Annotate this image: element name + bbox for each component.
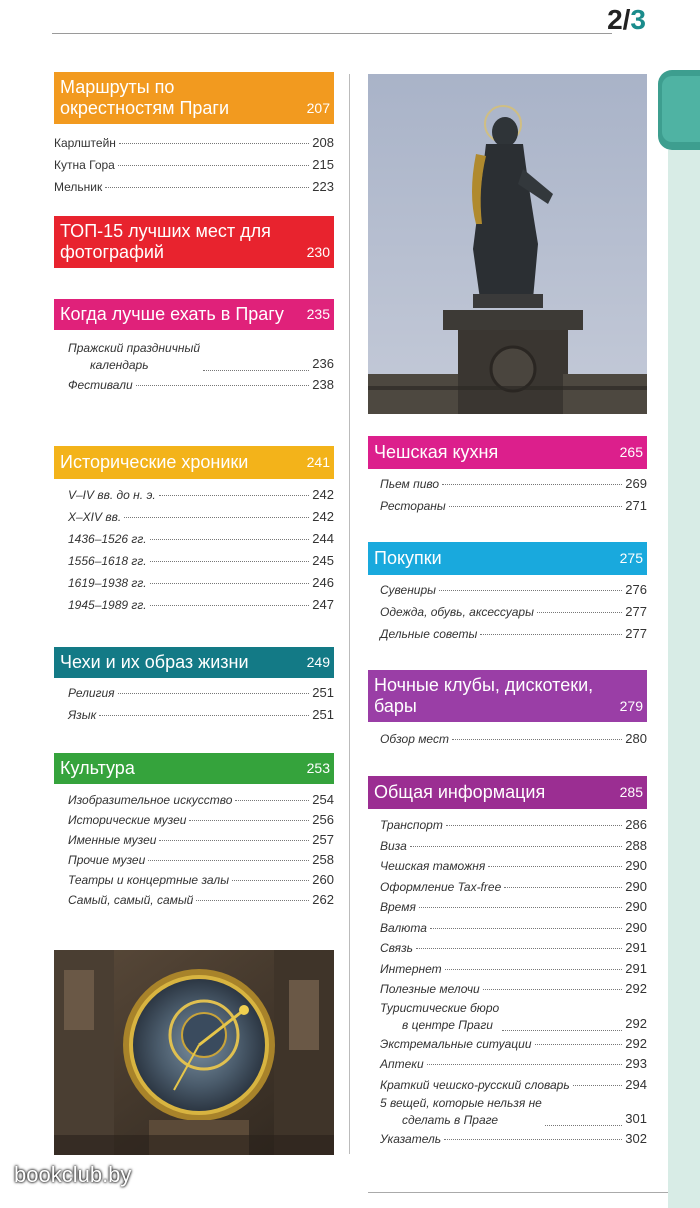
entry-communication[interactable]: Связь 291	[380, 940, 647, 955]
section-header[interactable]: Чешская кухня 265	[368, 436, 647, 469]
entries	[368, 728, 647, 750]
entry-customs[interactable]: Чешская таможня 290	[380, 858, 647, 873]
astronomical-clock-photo	[54, 950, 334, 1155]
entry-history-6[interactable]: 1945–1989 гг. 247	[68, 597, 334, 612]
section-cuisine[interactable]	[368, 436, 647, 517]
entry-overview[interactable]: Обзор мест 280	[380, 731, 647, 746]
entries	[368, 579, 647, 645]
section-header[interactable]: Культура 253	[54, 753, 334, 784]
chapter-tab-inner	[662, 76, 700, 142]
entry-art[interactable]: Изобразительное искусство 254	[68, 792, 334, 807]
entry-history-4[interactable]: 1556–1618 гг. 245	[68, 553, 334, 568]
entries	[54, 682, 334, 726]
entry-tips[interactable]: Дельные советы 277	[380, 626, 647, 641]
section-general-info[interactable]	[368, 776, 647, 1150]
section-top15[interactable]	[54, 216, 334, 268]
edge-strip	[668, 150, 700, 1208]
entry-holiday-calendar[interactable]: Пражский праздничный календарь 236	[68, 341, 334, 372]
entry-tax-free[interactable]: Оформление Tax-free 290	[380, 878, 647, 894]
entry-useful[interactable]: Полезные мелочи 292	[380, 981, 647, 996]
entry-visa[interactable]: Виза 288	[380, 837, 647, 853]
entry-currency[interactable]: Валюта 290	[380, 919, 647, 935]
entries	[54, 790, 334, 910]
entry-emergency[interactable]: Экстремальные ситуации 292	[380, 1035, 647, 1051]
section-header[interactable]: Маршруты по окрестностям Праги 207	[54, 72, 334, 124]
entry-souvenirs[interactable]: Сувениры 276	[380, 582, 647, 597]
entry-beer[interactable]: Пьем пиво 269	[380, 476, 647, 491]
entry-time[interactable]: Время 290	[380, 899, 647, 914]
section-nightlife[interactable]	[368, 670, 647, 750]
section-header[interactable]: ТОП-15 лучших мест для фотографий 230	[54, 216, 334, 268]
entry-clothing[interactable]: Одежда, обувь, аксессуары 277	[380, 604, 647, 619]
entry-dictionary[interactable]: Краткий чешско-русский словарь 294	[380, 1076, 647, 1092]
section-header[interactable]: Ночные клубы, дискотеки, бары 279	[368, 670, 647, 722]
bottom-rule	[368, 1192, 668, 1193]
entry-history-museums[interactable]: Исторические музеи 256	[68, 812, 334, 827]
entry-superlatives[interactable]: Самый, самый, самый 262	[68, 892, 334, 907]
charles-bridge-statue-image	[368, 74, 647, 414]
page-number: 2/3	[607, 4, 646, 35]
entries	[368, 815, 647, 1150]
entries	[54, 132, 334, 198]
entry-tourist-offices[interactable]: Туристические бюро в центре Праги 292	[380, 1000, 647, 1032]
section-header[interactable]: Общая информация 285	[368, 776, 647, 809]
entry-theatres[interactable]: Театры и концертные залы 260	[68, 872, 334, 887]
entry-karlstein[interactable]: Карлштейн 208	[54, 135, 334, 150]
section-header[interactable]: Исторические хроники 241	[54, 446, 334, 479]
entry-history-5[interactable]: 1619–1938 гг. 246	[68, 575, 334, 590]
column-divider	[349, 74, 350, 1154]
section-culture[interactable]	[54, 753, 334, 910]
entries	[54, 484, 334, 616]
watermark: bookclub.by	[14, 1162, 132, 1187]
entry-history-3[interactable]: 1436–1526 гг. 244	[68, 531, 334, 546]
entry-language[interactable]: Язык 251	[68, 707, 334, 722]
entry-history-1[interactable]: V–IV вв. до н. э. 242	[68, 487, 334, 502]
entry-other-museums[interactable]: Прочие музеи 258	[68, 852, 334, 867]
entries	[54, 340, 334, 396]
section-header[interactable]: Покупки 275	[368, 542, 647, 575]
entry-transport[interactable]: Транспорт 286	[380, 817, 647, 832]
astronomical-clock-image	[54, 950, 334, 1155]
entry-festivals[interactable]: Фестивали 238	[68, 377, 334, 392]
entry-restaurants[interactable]: Рестораны 271	[380, 498, 647, 513]
entry-internet[interactable]: Интернет 291	[380, 960, 647, 976]
entry-kutna-hora[interactable]: Кутна Гора 215	[54, 157, 334, 172]
entry-pharmacies[interactable]: Аптеки 293	[380, 1056, 647, 1071]
entry-five-things[interactable]: 5 вещей, которые нельзя не сделать в Праге 301	[380, 1096, 647, 1127]
top-rule	[52, 33, 612, 34]
entry-named-museums[interactable]: Именные музеи 257	[68, 832, 334, 847]
section-suburbs[interactable]	[54, 72, 334, 198]
section-lifestyle[interactable]	[54, 647, 334, 726]
entry-melnik[interactable]: Мельник 223	[54, 179, 334, 194]
section-header[interactable]: Чехи и их образ жизни 249	[54, 647, 334, 678]
entries	[368, 473, 647, 517]
entry-index[interactable]: Указатель 302	[380, 1131, 647, 1146]
section-shopping[interactable]	[368, 542, 647, 645]
entry-religion[interactable]: Религия 251	[68, 685, 334, 700]
entry-history-2[interactable]: X–XIV вв. 242	[68, 509, 334, 524]
statue-photo	[368, 74, 647, 414]
section-when-to-go[interactable]	[54, 299, 334, 396]
section-history[interactable]	[54, 446, 334, 616]
section-header[interactable]: Когда лучше ехать в Прагу 235	[54, 299, 334, 330]
